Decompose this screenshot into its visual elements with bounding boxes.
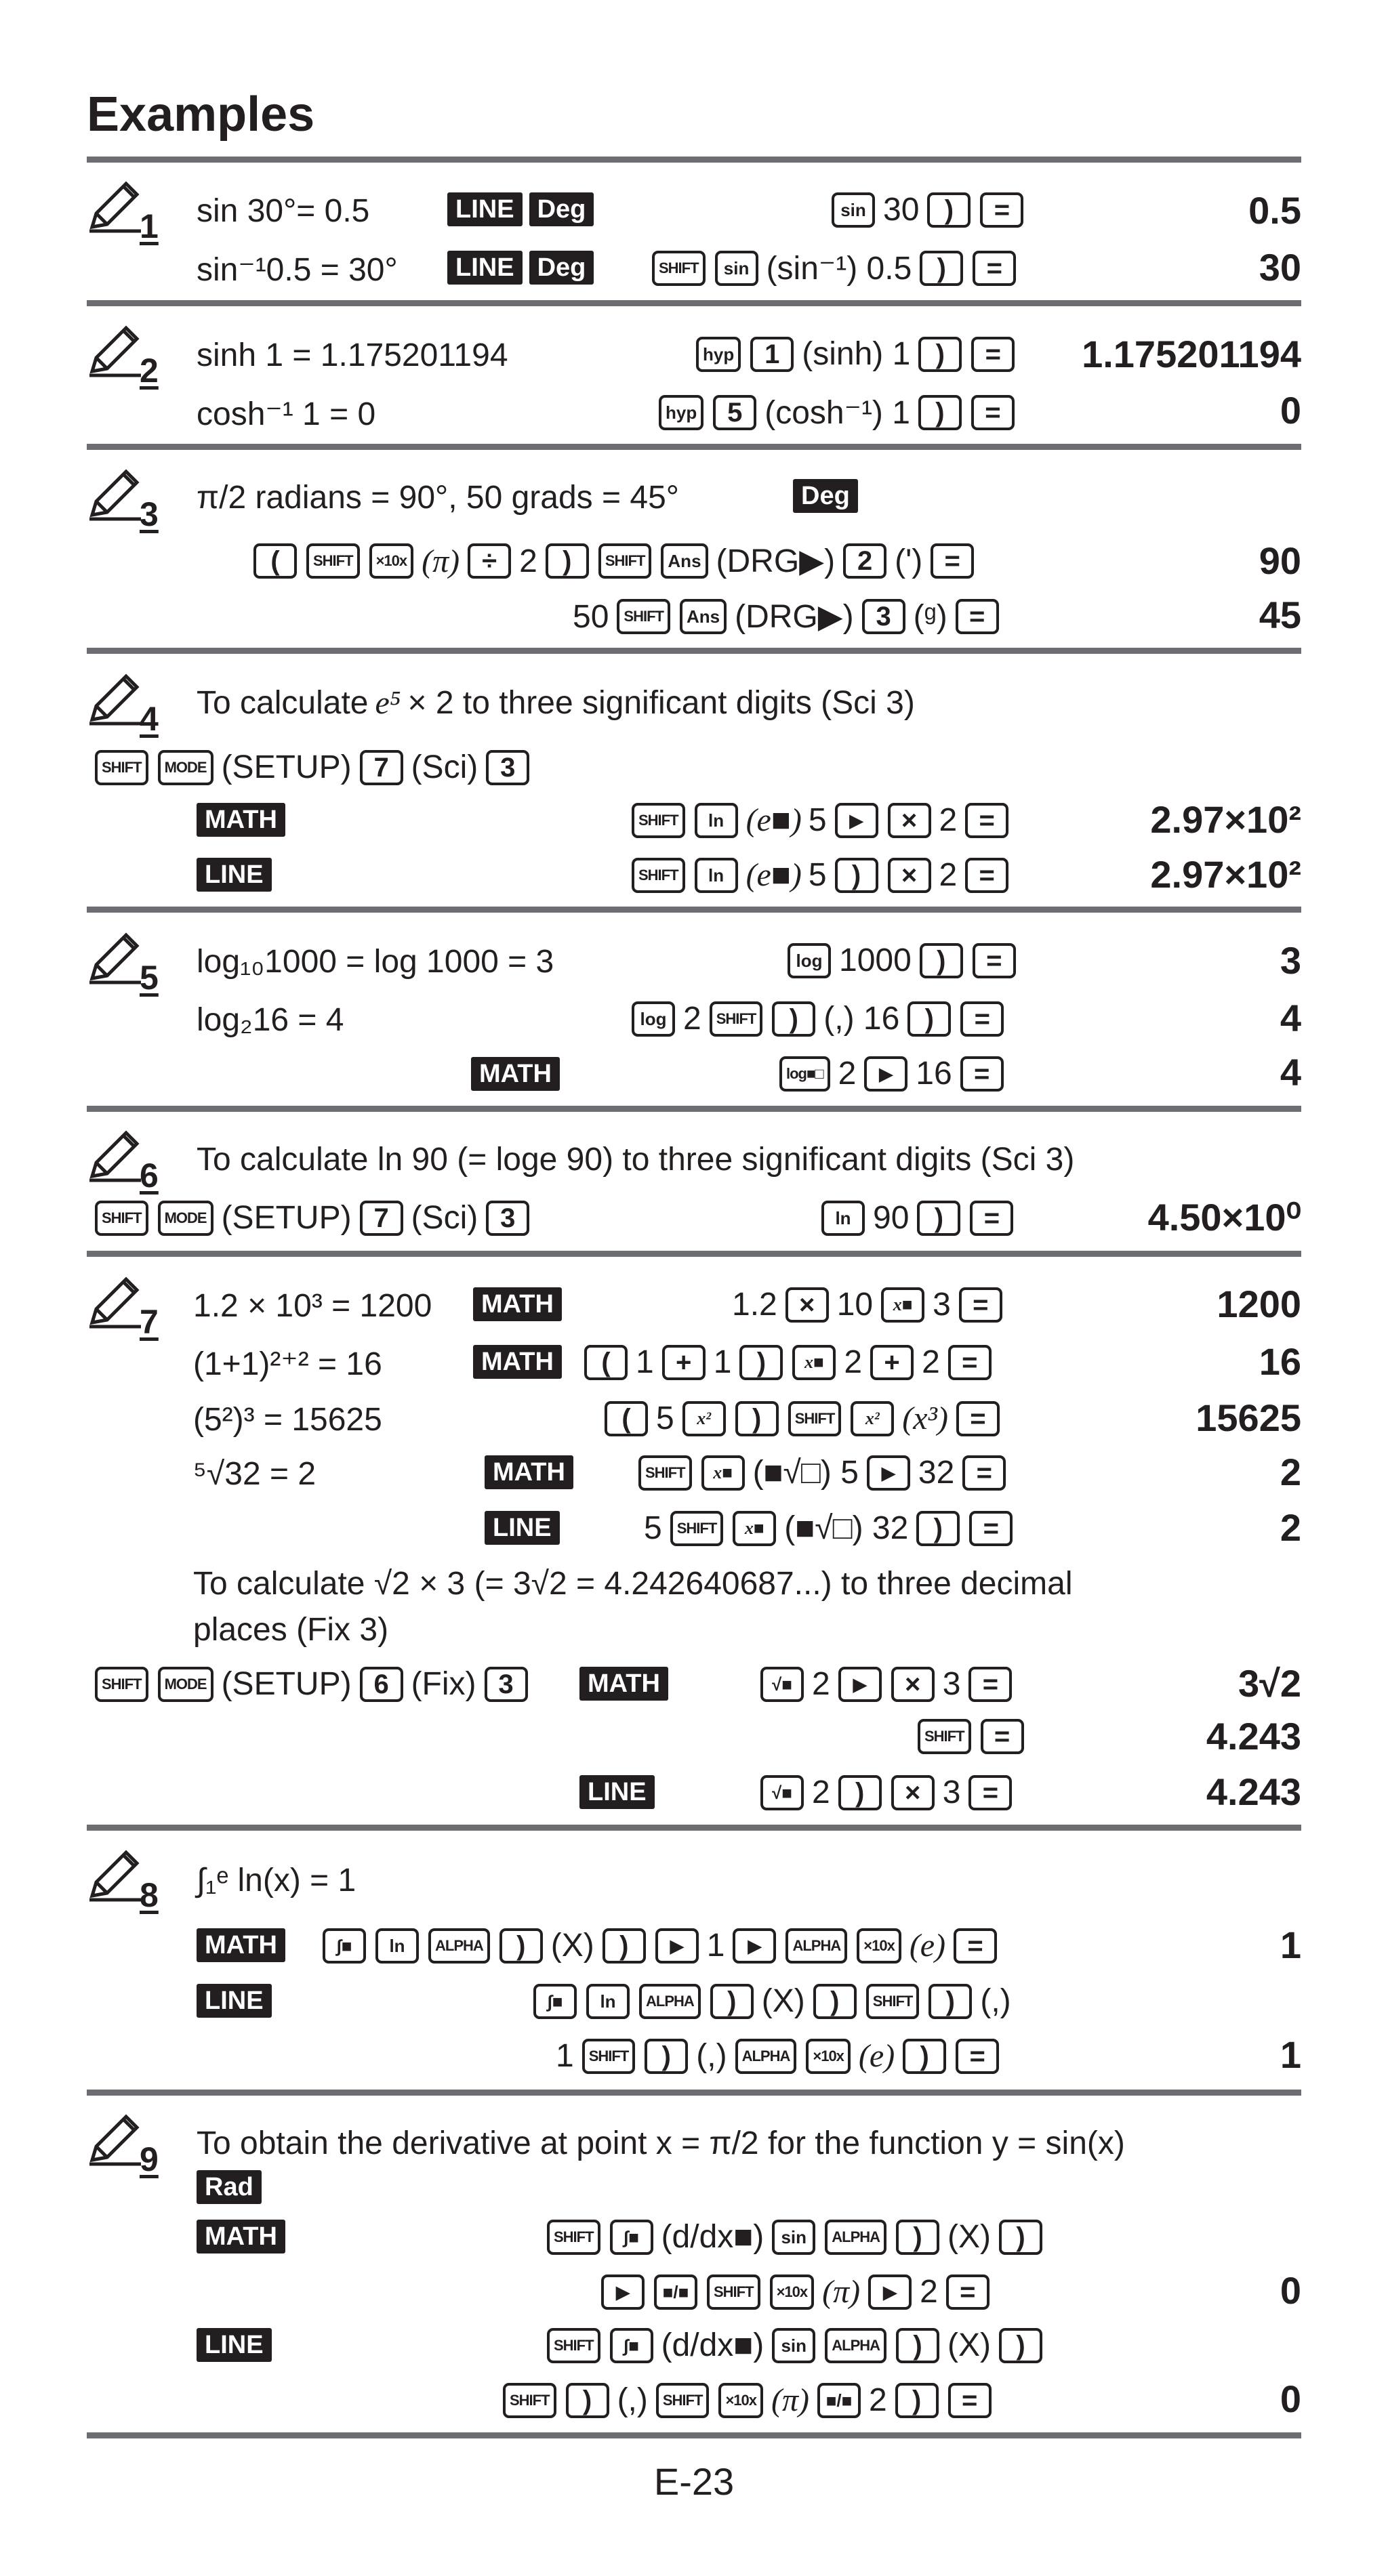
line-badge: LINE [485, 1511, 560, 1545]
equals-key: = [956, 2039, 999, 2074]
five-key: 5 [713, 395, 756, 430]
example-8-heading: ∫₁ᵉ ln(x) = 1 [197, 1863, 356, 1898]
hyp-key: hyp [659, 395, 703, 430]
integral-key: ∫■ [533, 1984, 577, 2019]
x10-key: ×10x [770, 2274, 815, 2310]
example-4b-result: 2.97×10² [1150, 853, 1301, 896]
x-power-key: x■ [881, 1287, 924, 1323]
example-7-paragraph-line1: To calculate √2 × 3 (= 3√2 = 4.242640687...) to three decimal [193, 1566, 1073, 1602]
example-6-number: 6 [87, 1129, 168, 1197]
right-arrow-key: ▶ [864, 1056, 907, 1092]
mode-key: MODE [158, 1201, 213, 1236]
close-paren-key: ) [813, 1984, 857, 2019]
close-paren-key: ) [499, 1928, 543, 1964]
example-3b-keys: 50 SHIFT Ans (DRG▶) 3 (ᵍ) = [573, 598, 1000, 636]
x-power-key: x■ [701, 1455, 745, 1491]
example-5a-expression: log₁₀1000 = log 1000 = 3 [197, 944, 554, 980]
example-7c-keys: ( 5 x² ) SHIFT x² (x³) = [603, 1400, 1001, 1437]
close-paren-key: ) [999, 2220, 1042, 2255]
integral-key: ∫■ [610, 2220, 653, 2255]
divider [87, 1825, 1301, 1831]
equals-key: = [968, 1667, 1012, 1702]
right-arrow-key: ▶ [867, 1455, 910, 1491]
x-power-key: x■ [792, 1345, 836, 1380]
page-number: E-23 [653, 2460, 735, 2503]
shift-key: SHIFT [632, 858, 685, 893]
example-9d-result: 0 [1280, 2377, 1301, 2420]
math-badge: MATH [197, 2220, 285, 2253]
close-paren-key: ) [928, 1984, 972, 2019]
close-paren-key: ) [907, 1001, 951, 1037]
pencil-icon [87, 1129, 141, 1183]
equals-key: = [970, 1201, 1013, 1236]
example-9a-keys: SHIFT ∫■ (d/dx■) sin ALPHA ) (X) ) [546, 2218, 1044, 2256]
close-paren-key: ) [918, 337, 962, 372]
divider [87, 2432, 1301, 2438]
example-7-paragraph-line2: places (Fix 3) [193, 1612, 389, 1648]
x10-key: ×10x [857, 1928, 901, 1964]
line-badge: LINE [197, 2328, 272, 2362]
example-7b-result: 16 [1259, 1340, 1301, 1383]
shift-key: SHIFT [866, 1984, 920, 2019]
example-4a-keys: SHIFT ln (e■) 5 ▶ × 2 = [630, 802, 1010, 839]
close-paren-key: ) [920, 943, 963, 978]
seven-key: 7 [360, 1201, 403, 1236]
example-7d-expression: ⁵√32 = 2 [193, 1456, 317, 1492]
multiply-key: × [891, 1667, 935, 1702]
example-3b-result: 45 [1259, 594, 1301, 636]
seven-key: 7 [360, 750, 403, 785]
example-3-heading: π/2 radians = 90°, 50 grads = 45° [197, 480, 679, 516]
equals-key: = [959, 1287, 1002, 1323]
math-badge: MATH [579, 1667, 668, 1701]
close-paren-key: ) [918, 395, 962, 430]
fraction-key: ■/■ [817, 2383, 861, 2418]
close-paren-key: ) [710, 1984, 754, 2019]
right-arrow-key: ▶ [835, 803, 878, 838]
ln-key: ln [695, 803, 738, 838]
equals-key: = [962, 1455, 1006, 1491]
right-arrow-key: ▶ [601, 2274, 645, 2310]
one-key: 1 [750, 337, 794, 372]
example-7h-keys: √■ 2 ) × 3 = [759, 1774, 1013, 1811]
hyp-key: hyp [696, 337, 741, 372]
line-badge: LINE [447, 192, 523, 226]
example-4-setup-keys: SHIFT MODE (SETUP) 7 (Sci) 3 [94, 749, 531, 786]
shift-key: SHIFT [617, 599, 670, 634]
close-paren-key: ) [896, 2328, 939, 2363]
equals-key: = [965, 858, 1008, 893]
alpha-key: ALPHA [825, 2328, 886, 2363]
pencil-icon [87, 324, 141, 378]
example-4-heading: To calculate e⁵ × 2 to three significant digits (Sci 3) [197, 685, 915, 721]
example-7c-result: 15625 [1196, 1396, 1301, 1439]
example-7a-expression: 1.2 × 10³ = 1200 [193, 1288, 432, 1324]
sin-key: sin [715, 251, 758, 286]
math-badge: MATH [473, 1287, 562, 1321]
example-1b-expression: sin⁻¹0.5 = 30° [197, 252, 398, 288]
shift-key: SHIFT [598, 543, 652, 579]
example-9b-result: 0 [1280, 2269, 1301, 2312]
example-3a-keys: ( SHIFT ×10x (π) ÷ 2 ) SHIFT Ans (DRG▶) 2 (') = [252, 542, 975, 580]
ans-key: Ans [661, 543, 708, 579]
three-key: 3 [862, 599, 905, 634]
example-9b-keys: ▶ ■/■ SHIFT ×10x (π) ▶ 2 = [600, 2273, 991, 2310]
example-7g-keys [916, 1719, 1025, 1754]
example-1a-expression: sin 30°= 0.5 [197, 193, 370, 229]
math-badge: MATH [473, 1345, 562, 1379]
example-8c-result: 1 [1280, 2033, 1301, 2076]
open-paren-key: ( [584, 1345, 628, 1380]
example-7e-result: 2 [1280, 1506, 1301, 1549]
equals-key: = [960, 1056, 1004, 1092]
equals-key: = [968, 1775, 1012, 1810]
example-9c-keys: SHIFT ∫■ (d/dx■) sin ALPHA ) (X) ) [546, 2327, 1044, 2364]
close-paren-key: ) [896, 2220, 939, 2255]
shift-key: SHIFT [638, 1455, 692, 1491]
shift-key: SHIFT [710, 1001, 763, 1037]
log-base-key: log■□ [779, 1056, 830, 1092]
example-3a-result: 90 [1259, 539, 1301, 582]
example-8a-result: 1 [1280, 1924, 1301, 1966]
example-7g-result: 4.243 [1206, 1715, 1301, 1758]
shift-key: SHIFT [652, 251, 706, 286]
equals-key: = [980, 192, 1023, 228]
deg-badge: Deg [529, 192, 594, 226]
line-badge: LINE [197, 858, 272, 892]
sqrt-key: √■ [760, 1667, 804, 1702]
ln-key: ln [695, 858, 738, 893]
example-9-heading: To obtain the derivative at point x = π/2 for the function y = sin(x) [197, 2125, 1125, 2161]
multiply-key: × [891, 1775, 935, 1810]
example-7b-expression: (1+1)²⁺² = 16 [193, 1346, 382, 1382]
close-paren-key: ) [917, 1201, 960, 1236]
shift-key: SHIFT [547, 2220, 600, 2255]
right-arrow-key: ▶ [868, 2274, 912, 2310]
example-8-number: 8 [87, 1848, 168, 1916]
divider [87, 444, 1301, 450]
x10-key: ×10x [806, 2039, 851, 2074]
math-badge: MATH [485, 1455, 573, 1489]
close-paren-key: ) [772, 1001, 815, 1037]
example-2a-expression: sinh 1 = 1.175201194 [197, 337, 508, 373]
example-6-result: 4.50×10⁰ [1147, 1196, 1301, 1239]
example-7d-keys: SHIFT x■ (■√□) 5 ▶ 32 = [637, 1454, 1007, 1491]
line-badge: LINE [579, 1775, 655, 1809]
example-1-number: 1 [87, 180, 168, 247]
x-squared-key: x² [851, 1401, 894, 1436]
open-paren-key: ( [605, 1401, 648, 1436]
shift-key: SHIFT [670, 1511, 724, 1546]
six-key: 6 [360, 1667, 403, 1702]
math-badge: MATH [197, 803, 285, 837]
sin-key: sin [772, 2328, 815, 2363]
shift-key: SHIFT [632, 803, 685, 838]
equals-key: = [965, 803, 1008, 838]
shift-key: SHIFT [656, 2383, 710, 2418]
sin-key: sin [772, 2220, 815, 2255]
example-2b-keys: hyp 5 (cosh⁻¹) 1 ) = [657, 394, 1016, 432]
equals-key: = [954, 1928, 997, 1964]
pencil-icon [87, 180, 141, 234]
sqrt-key: √■ [760, 1775, 804, 1810]
close-paren-key: ) [838, 1775, 882, 1810]
example-7b-keys: ( 1 + 1 ) x■ 2 + 2 = [583, 1344, 993, 1381]
example-1a-keys: sin 30 ) = [830, 191, 1025, 228]
example-7e-keys: 5 SHIFT x■ (■√□) 32 ) = [644, 1510, 1014, 1547]
alpha-key: ALPHA [639, 1984, 701, 2019]
example-5a-result: 3 [1280, 939, 1301, 982]
pencil-icon [87, 931, 141, 985]
close-paren-key: ) [546, 543, 589, 579]
right-arrow-key: ▶ [838, 1667, 882, 1702]
example-5c-keys: log■□ 2 ▶ 16 = [778, 1055, 1005, 1092]
three-key: 3 [486, 1201, 529, 1236]
example-6-setup-keys: SHIFT MODE (SETUP) 7 (Sci) 3 [94, 1199, 531, 1237]
example-5a-keys: log 1000 ) = [786, 942, 1017, 979]
math-badge: MATH [471, 1057, 560, 1091]
example-4-number: 4 [87, 672, 168, 740]
sin-key: sin [832, 192, 875, 228]
three-key: 3 [486, 750, 529, 785]
close-paren-key: ) [645, 2039, 688, 2074]
line-badge: LINE [447, 251, 523, 285]
example-7c-expression: (5²)³ = 15625 [193, 1402, 382, 1438]
divider [87, 1106, 1301, 1112]
deg-badge: Deg [793, 479, 858, 513]
divider [87, 157, 1301, 163]
example-5c-result: 4 [1280, 1051, 1301, 1094]
ln-key: ln [586, 1984, 630, 2019]
equals-key: = [971, 337, 1015, 372]
equals-key: = [971, 395, 1015, 430]
mode-key: MODE [158, 1667, 213, 1702]
multiply-key: × [785, 1287, 829, 1323]
example-6-keys: ln 90 ) = [820, 1199, 1015, 1237]
integral-key: ∫■ [610, 2328, 653, 2363]
shift-key: SHIFT [582, 2039, 636, 2074]
two-key: 2 [843, 543, 886, 579]
example-7-setup-keys: SHIFT MODE (SETUP) 6 (Fix) 3 [94, 1665, 529, 1703]
multiply-key: × [888, 858, 931, 893]
pencil-icon [87, 2113, 141, 2167]
example-5b-keys: log 2 SHIFT ) (,) 16 ) = [630, 1000, 1005, 1037]
three-key: 3 [485, 1667, 528, 1702]
shift-key: SHIFT [95, 1667, 148, 1702]
page-title: Examples [87, 87, 315, 142]
ln-key: ln [821, 1201, 865, 1236]
example-2b-expression: cosh⁻¹ 1 = 0 [197, 396, 376, 432]
shift-key: SHIFT [788, 1401, 842, 1436]
close-paren-key: ) [903, 2039, 946, 2074]
right-arrow-key: ▶ [655, 1928, 699, 1964]
close-paren-key: ) [999, 2328, 1042, 2363]
equals-key: = [948, 2383, 992, 2418]
shift-key: SHIFT [918, 1719, 971, 1754]
example-2b-result: 0 [1280, 389, 1301, 432]
math-badge: MATH [197, 1928, 285, 1962]
x-squared-key: x² [682, 1401, 726, 1436]
ln-key: ln [375, 1928, 419, 1964]
log-key: log [632, 1001, 675, 1037]
example-8c-keys: 1 SHIFT ) (,) ALPHA ×10x (e) ) = [556, 2037, 1000, 2075]
example-5-number: 5 [87, 931, 168, 999]
log-key: log [788, 943, 831, 978]
shift-key: SHIFT [707, 2274, 760, 2310]
example-1b-result: 30 [1259, 246, 1301, 289]
integral-key: ∫■ [323, 1928, 366, 1964]
divider [87, 2090, 1301, 2096]
example-6-heading: To calculate ln 90 (= loge 90) to three significant digits (Sci 3) [197, 1142, 1075, 1178]
example-2a-result: 1.175201194 [1082, 333, 1301, 375]
close-paren-key: ) [739, 1345, 783, 1380]
x-power-key: x■ [733, 1511, 776, 1546]
shift-key: SHIFT [95, 1201, 148, 1236]
close-paren-key: ) [735, 1401, 779, 1436]
example-7f-result: 3√2 [1238, 1662, 1301, 1705]
open-paren-key: ( [253, 543, 297, 579]
multiply-key: × [888, 803, 931, 838]
shift-key: SHIFT [547, 2328, 600, 2363]
example-5b-expression: log₂16 = 4 [197, 1002, 344, 1038]
divider [87, 648, 1301, 654]
shift-key: SHIFT [95, 750, 148, 785]
alpha-key: ALPHA [825, 2220, 886, 2255]
equals-key: = [973, 943, 1016, 978]
example-4b-keys: SHIFT ln (e■) 5 ) × 2 = [630, 856, 1010, 894]
alpha-key: ALPHA [428, 1928, 490, 1964]
pencil-icon [87, 468, 141, 522]
close-paren-key: ) [895, 2383, 939, 2418]
equals-key: = [931, 543, 974, 579]
close-paren-key: ) [920, 251, 963, 286]
example-2-number: 2 [87, 324, 168, 392]
example-8a-keys: ∫■ ln ALPHA ) (X) ) ▶ 1 ▶ ALPHA ×10x (e) = [321, 1927, 998, 1964]
divider [87, 1251, 1301, 1257]
close-paren-key: ) [916, 1511, 960, 1546]
shift-key: SHIFT [306, 543, 360, 579]
example-3-number: 3 [87, 468, 168, 535]
example-2a-keys: hyp 1 (sinh) 1 ) = [695, 335, 1016, 373]
close-paren-key: ) [566, 2383, 609, 2418]
plus-key: + [870, 1345, 914, 1380]
divide-key: ÷ [468, 543, 511, 579]
equals-key: = [973, 251, 1016, 286]
right-arrow-key: ▶ [733, 1928, 776, 1964]
ans-key: Ans [680, 599, 727, 634]
close-paren-key: ) [835, 858, 878, 893]
equals-key: = [948, 1345, 992, 1380]
alpha-key: ALPHA [785, 1928, 847, 1964]
example-7h-result: 4.243 [1206, 1770, 1301, 1813]
divider [87, 907, 1301, 913]
example-7a-keys: 1.2 × 10 x■ 3 = [732, 1286, 1004, 1323]
pencil-icon [87, 1848, 141, 1903]
example-7-number: 7 [87, 1275, 168, 1343]
example-8b-keys: ∫■ ln ALPHA ) (X) ) SHIFT ) (,) [532, 1982, 1011, 2020]
equals-key: = [946, 2274, 989, 2310]
rad-badge: Rad [197, 2170, 262, 2204]
example-9d-keys: SHIFT ) (,) SHIFT ×10x (π) ■/■ 2 ) = [502, 2382, 993, 2419]
divider [87, 300, 1301, 306]
example-7a-result: 1200 [1217, 1283, 1301, 1325]
equals-key: = [981, 1719, 1024, 1754]
equals-key: = [956, 1401, 1000, 1436]
example-7d-result: 2 [1280, 1451, 1301, 1493]
mode-key: MODE [158, 750, 213, 785]
example-4a-result: 2.97×10² [1150, 798, 1301, 841]
close-paren-key: ) [927, 192, 971, 228]
example-9-number: 9 [87, 2113, 168, 2180]
example-1a-result: 0.5 [1248, 189, 1301, 232]
line-badge: LINE [197, 1984, 272, 2018]
equals-key: = [956, 599, 999, 634]
pencil-icon [87, 672, 141, 726]
x10-key: ×10x [369, 543, 414, 579]
equals-key: = [969, 1511, 1013, 1546]
fraction-key: ■/■ [654, 2274, 697, 2310]
close-paren-key: ) [603, 1928, 646, 1964]
example-5b-result: 4 [1280, 997, 1301, 1039]
example-7f-keys: √■ 2 ▶ × 3 = [759, 1665, 1013, 1703]
shift-key: SHIFT [503, 2383, 556, 2418]
pencil-icon [87, 1275, 141, 1329]
x10-key: ×10x [718, 2383, 763, 2418]
equals-key: = [960, 1001, 1004, 1037]
alpha-key: ALPHA [735, 2039, 797, 2074]
example-1b-keys: SHIFT sin (sin⁻¹) 0.5 ) = [651, 249, 1017, 287]
deg-badge: Deg [529, 251, 594, 285]
plus-key: + [662, 1345, 706, 1380]
